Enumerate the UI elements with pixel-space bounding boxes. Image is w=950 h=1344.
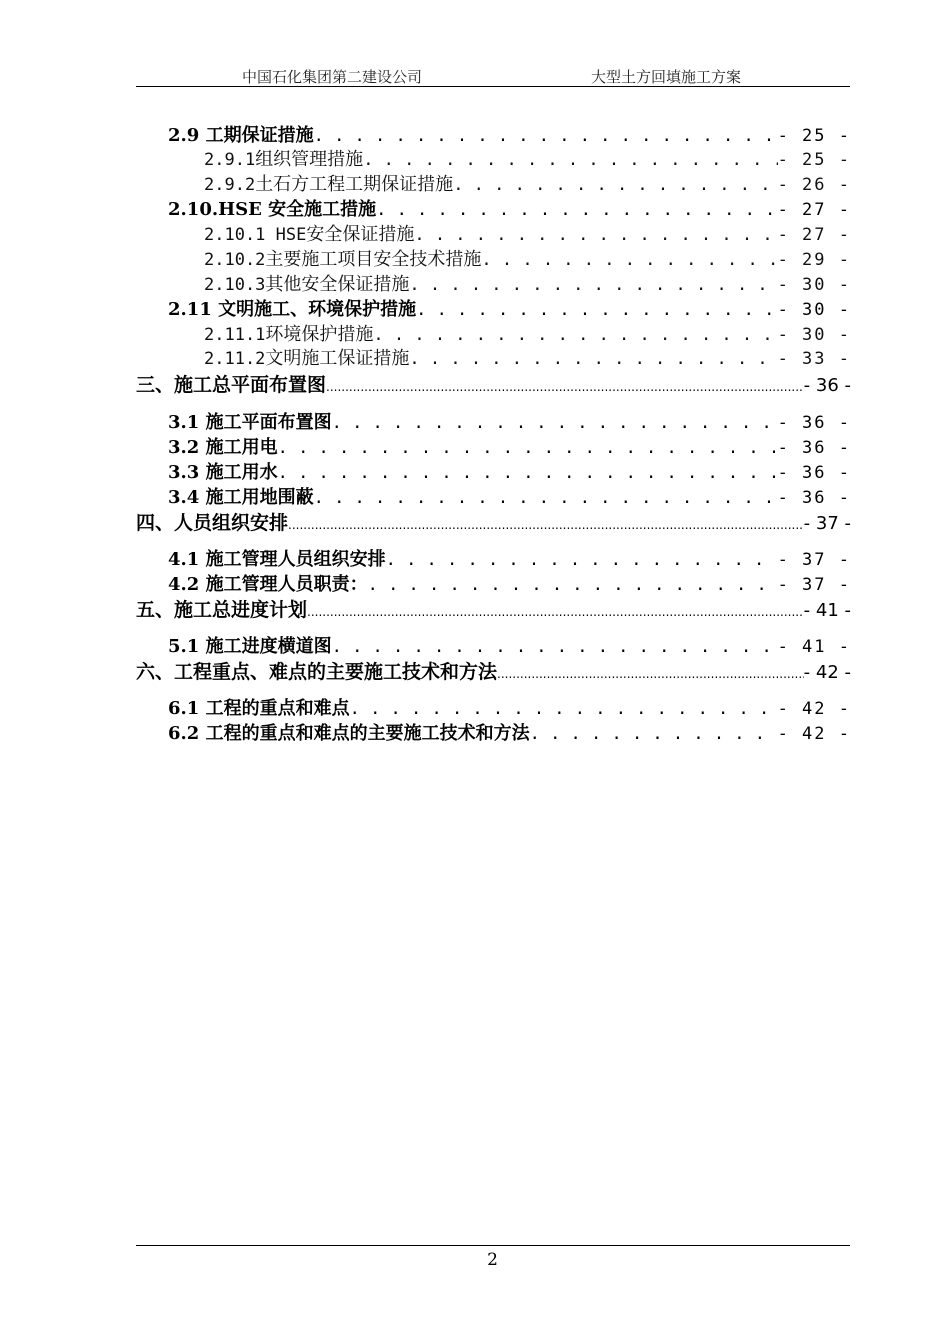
- toc-entry-title: 2.9 工期保证措施: [168, 125, 314, 146]
- toc-leader-dots: [409, 273, 777, 297]
- toc-entry[interactable]: [168, 461, 851, 485]
- toc-page-number: - 27 -: [777, 200, 851, 220]
- toc-leader-dots: [481, 248, 777, 272]
- toc-entry[interactable]: [168, 436, 851, 460]
- toc-page-number: - 36 -: [803, 375, 851, 396]
- toc-entry-title: 4.2 施工管理人员职责：: [168, 574, 368, 595]
- toc-entry-title: 2.10.HSE 安全施工措施: [168, 199, 377, 220]
- toc-leader-dots: [530, 722, 778, 746]
- toc-entry[interactable]: [204, 148, 851, 172]
- toc-entry-title: 3.1 施工平面布置图: [168, 412, 332, 433]
- toc-entry-text: 土石方工程工期保证措施: [255, 174, 454, 195]
- toc-entry[interactable]: [168, 548, 851, 572]
- toc-page-number: - 37 -: [777, 550, 851, 570]
- toc-entry-number: 2.11.2: [204, 349, 266, 369]
- toc-entry-title: 三、施工总平面布置图: [136, 374, 327, 396]
- toc-leader-dots: [416, 298, 777, 322]
- toc-page-number: - 36 -: [777, 488, 851, 508]
- toc-leader-dots: [350, 697, 778, 721]
- toc-page-number: - 37 -: [803, 513, 851, 534]
- toc-page-number: - 36 -: [777, 463, 851, 483]
- toc-leader-dots: [314, 124, 778, 148]
- toc-page-number: - 41 -: [803, 600, 851, 621]
- toc-page-number: - 37 -: [777, 575, 851, 595]
- toc-entry-title: [204, 248, 481, 272]
- toc-page-number: - 42 -: [777, 699, 851, 719]
- toc-entry[interactable]: [204, 323, 851, 347]
- toc-entry-title: 3.2 施工用电: [168, 437, 278, 458]
- page-header: [136, 64, 850, 87]
- toc-entry[interactable]: [136, 598, 851, 622]
- toc-entry[interactable]: [168, 124, 851, 148]
- toc-entry[interactable]: [136, 660, 851, 684]
- toc-entry[interactable]: [204, 347, 851, 371]
- toc-entry-number: 2.9.2: [204, 175, 256, 195]
- toc-leader-dots: [409, 347, 777, 371]
- toc-entry-number: 2.10.1 HSE: [204, 225, 307, 245]
- toc-page-number: - 42 -: [777, 724, 851, 744]
- toc-entry-text: 组织管理措施: [255, 149, 364, 170]
- toc-entry[interactable]: [204, 248, 851, 272]
- toc-page-number: - 30 -: [777, 300, 851, 320]
- toc-entry[interactable]: [168, 697, 851, 721]
- header-doc-title: 大型土方回填施工方案: [591, 68, 742, 86]
- toc-entry-title: 4.1 施工管理人员组织安排: [168, 549, 386, 570]
- toc-entry[interactable]: [168, 198, 851, 222]
- toc-entry[interactable]: [168, 486, 851, 510]
- header-company: 中国石化集团第二建设公司: [242, 68, 423, 86]
- toc-leader-dots: [363, 148, 777, 172]
- toc-entry-title: [204, 347, 409, 371]
- toc-leader-dots: [278, 461, 778, 485]
- toc-page-number: - 41 -: [777, 637, 851, 657]
- toc-page-number: - 36 -: [777, 413, 851, 433]
- toc-entry-title: 2.11 文明施工、环境保护措施: [168, 299, 417, 320]
- toc-entry[interactable]: [136, 373, 851, 397]
- toc-entry-title: 五、施工总进度计划: [136, 599, 308, 621]
- toc-leader-dots: [376, 198, 777, 222]
- toc-entry-title: 四、人员组织安排: [136, 512, 289, 534]
- toc-entry[interactable]: [204, 273, 851, 297]
- toc-page-number: - 30 -: [777, 275, 851, 295]
- toc-entry-title: [204, 273, 409, 297]
- toc-entry-title: 3.4 施工用地围蔽: [168, 487, 314, 508]
- toc-entry-title: [204, 223, 414, 247]
- toc-page-number: - 25 -: [777, 126, 851, 146]
- toc-entry-number: 2.10.3: [204, 275, 266, 295]
- toc-entry-text: 环境保护措施: [265, 324, 374, 345]
- toc-leader-dots: [288, 513, 804, 535]
- toc-entry-title: [204, 148, 363, 172]
- toc-leader-dots: [314, 486, 778, 510]
- toc-entry-text: 文明施工保证措施: [265, 348, 410, 369]
- toc-leader-dots: [373, 323, 777, 347]
- toc-leader-dots: [368, 573, 778, 597]
- toc-entry[interactable]: [168, 573, 851, 597]
- toc-entry-text: 其他安全保证措施: [265, 274, 410, 295]
- toc-entry-title: 5.1 施工进度横道图: [168, 636, 332, 657]
- toc-entry-title: [204, 173, 453, 197]
- toc-entry-number: 2.9.1: [204, 150, 256, 170]
- toc-entry-number: 2.11.1: [204, 325, 266, 345]
- toc-entry-title: 6.2 工程的重点和难点的主要施工技术和方法: [168, 723, 530, 744]
- toc-entry-title: 六、工程重点、难点的主要施工技术和方法: [136, 661, 498, 683]
- footer-divider: [136, 1245, 850, 1246]
- toc-entry-title: [204, 323, 373, 347]
- toc-page-number: - 30 -: [777, 325, 851, 345]
- toc-leader-dots: [453, 173, 777, 197]
- toc-entry[interactable]: [168, 298, 851, 322]
- toc-page-number: - 33 -: [777, 349, 851, 369]
- toc-leader-dots: [326, 375, 804, 397]
- toc-page-number: - 27 -: [777, 225, 851, 245]
- toc-leader-dots: [307, 600, 804, 622]
- toc-page-number: - 36 -: [777, 438, 851, 458]
- toc-entry[interactable]: [168, 722, 851, 746]
- toc-leader-dots: [414, 223, 777, 247]
- toc-entry-text: 安全保证措施: [306, 224, 415, 245]
- toc-page-number: - 29 -: [777, 250, 851, 270]
- toc-entry-number: 2.10.2: [204, 250, 266, 270]
- toc-entry-title: 6.1 工程的重点和难点: [168, 698, 350, 719]
- toc-leader-dots: [278, 436, 778, 460]
- toc-page-number: - 25 -: [777, 150, 851, 170]
- page-number: 2: [487, 1250, 498, 1270]
- toc-leader-dots: [386, 548, 778, 572]
- toc-leader-dots: [332, 635, 778, 659]
- toc-entry[interactable]: [204, 223, 851, 247]
- toc-entry[interactable]: [168, 411, 851, 435]
- toc-entry[interactable]: [168, 635, 851, 659]
- toc-entry-title: 3.3 施工用水: [168, 462, 278, 483]
- toc-entry[interactable]: [136, 511, 851, 535]
- toc-leader-dots: [497, 662, 804, 684]
- toc-entry[interactable]: [204, 173, 851, 197]
- toc-leader-dots: [332, 411, 778, 435]
- toc-page-number: - 42 -: [803, 662, 851, 683]
- toc-page-number: - 26 -: [777, 175, 851, 195]
- toc-entry-text: 主要施工项目安全技术措施: [265, 249, 482, 270]
